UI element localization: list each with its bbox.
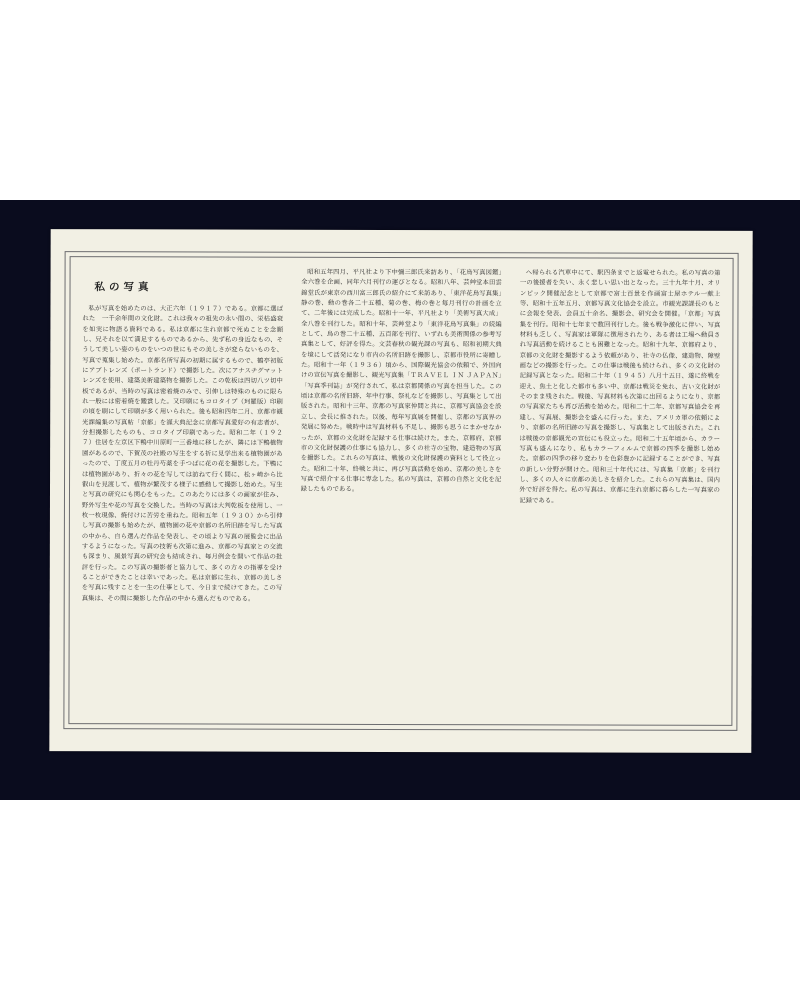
column-1-text: 私が写真を始めたのは、大正六年（１９１７）である。京都に選ばれた 一千余年間の文化財。これは我々の祖先の永い間の、栄枯盛衰を如実に物語る資料である。私は京都に生れ京都で死ぬことを念願し、兄それを以て満足するものであるから、先ず私の身近なもの、そうして美しい姿のものをいつの世にもその美しさが変らないものを、写真で蒐集し始めた。京都名所写真の初期に属するもので、鶴亭初版にアブトレンズ（ポートランド）で撮影した。次にアナスチグマットレンズを使用、建築美術建築物を撮影した。この乾板は四切八ツ切中板であるが、当時の写真は密着焼のみで、引伸しは特殊のものに限られ一般には密着焼を鑑賞した。又印刷にもコロタイプ（珂羅版）印刷の頃を刷にして印刷が多く用いられた。後も昭和四年二月、京都市観光課編集の写真帖「京都」を謹大典記念に京都写真愛好の有志者が、分担撮影したものも、コロタイプ印刷であった。昭和二年（１９２７）住居を左京区下鴨中川原町一三番地に移したが、隣には下鴨植物園があるので、下賀茂の社殿の写生をする折に見学出来る植物園があったので、丁度五月の牡丹芍薬を手つばに花の花を撮影した。下鴨には植物園があり、折々の花を写しては訪ねて行く間に、松ヶ崎から比叡山を見渡して、植物が繁茂する様子に感動して撮影し始めた。写生と写真の研究にも関心をもった。このあたりには多くの画家が住み、野外写生や花の写真を交換した。当時の写真は大判乾板を使用し、一枚一枚現像、焼付けに苦労を重ねた。昭和五年（１９３０）から引伸し写真の撮影も始めたが、植物園の花や京都の名所旧跡を写した写真の中から、自ら選んだ作品を発表し、その頃より写真の展覧会に出品するようになった。写真の技術も次第に進み、京都の写真家との交流も深まり、風景写真の研究会も結成され、毎月例会を開いて作品の批評を行った。この写真の撮影者と協力して、多くの方々の指導を受けることができたことは幸いであった。私は京都に生れ、京都の美しさを写真に残すことを一生の仕事として、今日まで続けてきた。この写真集は、その間に撮影した作品の中から選んだものである。 — [81, 305, 284, 603]
column-2-text: 昭和五年四月、平凡社より下中彌三郎氏来訪あり、「花鳥写真図鑑」全六巻を企画、同年六月刊行の運びとなる。昭和八年、芸艸堂本田雲錦堂氏が東京の西川富三郎氏の紹介にて来訪あり、「東洋花鳥写真集」静の巻、動の巻各二十五種、菊の巻、梅の巻と毎月刊行の計画を立て、二年後には完成した。昭和十一年、平凡社より「美術写真大成」全八巻を刊行した。昭和十年、芸艸堂より「東洋花鳥写真集」の続編として、鳥の巻二十五種、五百部を刊行、いずれも美術関係の参考写真集として、好評を得た。文芸春秋の観光課の写真も、昭和初期大典を境にして活発になり市内の名所旧跡を撮影し、京都市役所に寄贈した。昭和十一年（１９３６）頃から、国際観光協会の依頼で、外国向けの宣伝写真を撮影し、観光写真集「ＴＲＡＶＥＬ ＩＮ ＪＡＰＡＮ」「写真季刊誌」が発行されて、私は京都関係の写真を担当した。この頃は京都の名所旧跡、年中行事、祭礼などを撮影し、写真集として出版された。昭和十三年、京都の写真家仲間と共に、京都写真協会を設立し、会長に推された。以後、毎年写真展を開催し、京都の写真界の発展に努めた。戦時中は写真材料も不足し、撮影も思うにまかせなかったが、京都の文化財を記録する仕事は続けた。また、京都府、京都市の文化財保護の仕事にも協力し、多くの社寺の宝物、建造物の写真を撮影した。これらの写真は、戦後の文化財保護の資料として役立った。昭和二十年、終戦と共に、再び写真活動を始め、京都の美しさを写真で紹介する仕事に専念した。私の写真は、京都の自然と文化を記録したものである。 — [300, 268, 502, 494]
double-border-inner — [68, 256, 733, 726]
column-1 — [81, 267, 283, 714]
column-3 — [519, 268, 721, 715]
column-3-text: へ帰られる汽車中にて、駅四条までと返電せられた。私の写真の第一の後援者を失い、永く悲しい思い出となった。三十九年十月、オリンピック開催記念として京都で富士百景を作画富士屋ホテル一献上等、昭和十五年五月、京都写真文化協会を設立。市観光課課長のもとに会報を発表、会員五十余名、撮影会、研究会を開催。「京都」写真集を刊行。昭和十七年まで数回刊行した。後も戦争激化に伴い、写真材料も乏しく、写真家は軍隊に徴用されたり、ある者は工場へ動員され写真活動を続けることも困難となった。昭和十九年、京都府より、京都の文化財を撮影するよう依頼があり、社寺の仏像、建造物、障壁画などの撮影を行った。この仕事は戦後も続けられ、多くの文化財の記録写真となった。昭和二十年（１９４５）八月十五日、遂に終戦を迎え、焦土と化した都市も多い中、京都は戦災を免れ、古い文化財がそのまま残された。戦後、写真材料も次第に出回るようになり、京都の写真家たちも再び活動を始めた。昭和二十二年、京都写真協会を再建し、写真展、撮影会を盛んに行った。また、アメリカ軍の依頼により、京都の名所旧跡の写真を撮影し、写真集として出版された。これは戦後の京都観光の宣伝にも役立った。昭和二十五年頃から、カラー写真も盛んになり、私もカラーフィルムで京都の四季を撮影し始めた。京都の四季の移り変わりを色彩豊かに記録することができ、写真の新しい分野が開けた。昭和三十年代には、写真集「京都」を刊行し、多くの人々に京都の美しさを紹介した。これらの写真集は、国内外で好評を得た。私の写真は、京都に生れ京都に暮らした一写真家の記録である。 — [519, 269, 721, 504]
column-2 — [300, 268, 502, 715]
document-title: 私の写真 — [94, 281, 153, 294]
double-border-outer — [63, 251, 738, 731]
printed-card — [49, 229, 752, 753]
text-columns — [81, 267, 720, 715]
